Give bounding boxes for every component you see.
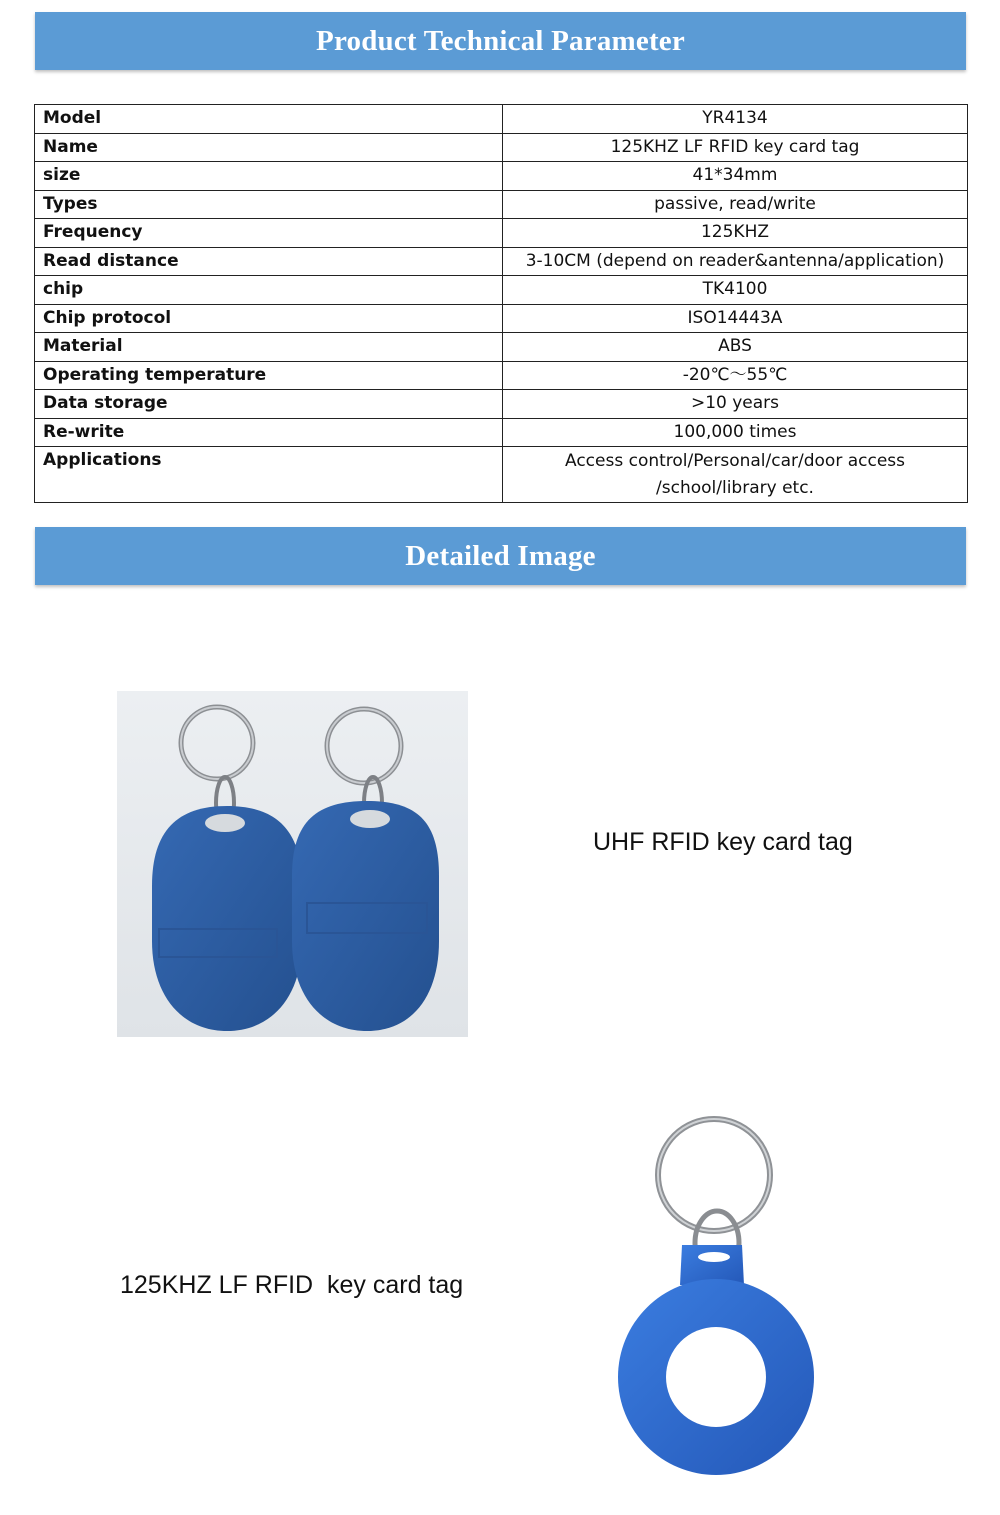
lf-key-tag-photo bbox=[612, 1115, 852, 1485]
table-row bbox=[35, 304, 968, 333]
spec-value: passive, read/write bbox=[503, 190, 968, 219]
spec-value: ABS bbox=[503, 333, 968, 362]
section-banner-parameters bbox=[35, 12, 966, 70]
section-title: Detailed Image bbox=[405, 539, 596, 572]
spec-key: Operating temperature bbox=[35, 361, 503, 390]
spec-value: -20℃～55℃ bbox=[503, 361, 968, 390]
table-row bbox=[35, 418, 968, 447]
spec-key: Applications bbox=[35, 447, 503, 503]
table-row bbox=[35, 333, 968, 362]
spec-key: Types bbox=[35, 190, 503, 219]
table-row bbox=[35, 105, 968, 134]
table-row bbox=[35, 390, 968, 419]
uhf-key-tag-photo bbox=[117, 691, 468, 1037]
spec-key: Model bbox=[35, 105, 503, 134]
spec-key: chip bbox=[35, 276, 503, 305]
table-row bbox=[35, 447, 968, 503]
section-banner-detailed-image bbox=[35, 527, 966, 585]
uhf-caption: UHF RFID key card tag bbox=[593, 828, 853, 856]
spec-value-line: /school/library etc. bbox=[656, 477, 814, 498]
spec-key: Read distance bbox=[35, 247, 503, 276]
spec-key: Chip protocol bbox=[35, 304, 503, 333]
ring-key-tag-illustration bbox=[612, 1115, 852, 1485]
spec-value-line: Access control/Personal/car/door access bbox=[565, 450, 905, 471]
spec-key: Name bbox=[35, 133, 503, 162]
table-row bbox=[35, 361, 968, 390]
spec-value bbox=[503, 447, 968, 503]
lf-caption: 125KHZ LF RFID key card tag bbox=[120, 1271, 464, 1299]
spec-value: >10 years bbox=[503, 390, 968, 419]
table-row bbox=[35, 162, 968, 191]
section-title: Product Technical Parameter bbox=[316, 24, 685, 57]
spec-value: TK4100 bbox=[503, 276, 968, 305]
spec-value: 125KHZ bbox=[503, 219, 968, 248]
spec-key: Material bbox=[35, 333, 503, 362]
spec-key: Re-write bbox=[35, 418, 503, 447]
table-row bbox=[35, 219, 968, 248]
spec-value: YR4134 bbox=[503, 105, 968, 134]
table-row bbox=[35, 190, 968, 219]
spec-value: 100,000 times bbox=[503, 418, 968, 447]
spec-key: Data storage bbox=[35, 390, 503, 419]
spec-value: ISO14443A bbox=[503, 304, 968, 333]
spec-value: 41*34mm bbox=[503, 162, 968, 191]
table-row bbox=[35, 133, 968, 162]
spec-key: size bbox=[35, 162, 503, 191]
spec-table bbox=[34, 104, 968, 503]
key-fob-pair-illustration bbox=[117, 691, 468, 1037]
table-row bbox=[35, 247, 968, 276]
spec-key: Frequency bbox=[35, 219, 503, 248]
spec-value: 125KHZ LF RFID key card tag bbox=[503, 133, 968, 162]
spec-value: 3-10CM (depend on reader&antenna/application) bbox=[503, 247, 968, 276]
table-row bbox=[35, 276, 968, 305]
